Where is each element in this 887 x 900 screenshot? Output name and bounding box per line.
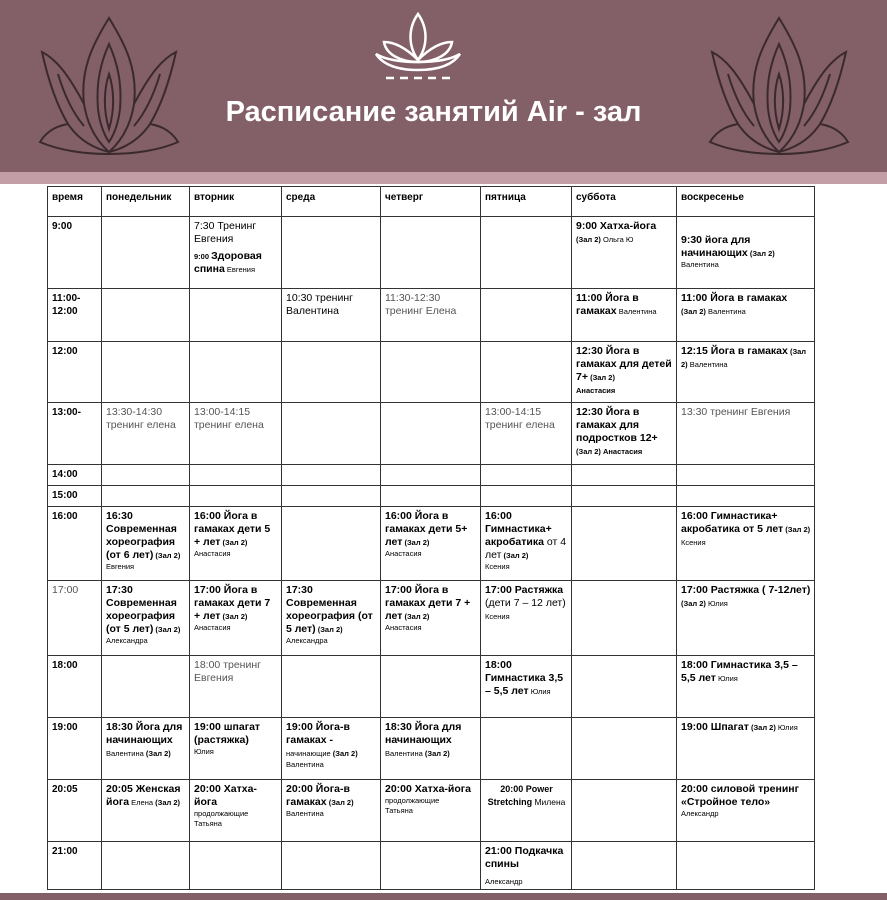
lotus-ornament-icon bbox=[708, 14, 850, 162]
class-entry: 18:00 тренинг Евгения bbox=[194, 659, 261, 684]
schedule-cell bbox=[572, 581, 677, 656]
schedule-cell bbox=[381, 217, 481, 289]
schedule-cell bbox=[102, 342, 190, 403]
table-row bbox=[48, 289, 815, 342]
schedule-cell bbox=[282, 342, 381, 403]
schedule-cell: 17:00 Йога в гамаках дети 7 + лет (Зал 2) Анастасия bbox=[190, 581, 282, 656]
time-cell: 9:00 bbox=[48, 217, 102, 289]
class-entry: 11:00 Йога в гамаках bbox=[681, 292, 788, 304]
schedule-cell: 18:00 Гимнастика 3,5 – 5,5 лет Юлия bbox=[481, 656, 572, 718]
class-entry: 16:00 Гимнастика+ акробатика от 5 лет bbox=[681, 510, 784, 535]
schedule-cell: 17:00 Йога в гамаках дети 7 + лет (Зал 2) Анастасия bbox=[381, 581, 481, 656]
schedule-cell: 20:00 Хатха-йога продолжающие Татьяна bbox=[381, 780, 481, 842]
schedule-cell bbox=[282, 507, 381, 581]
schedule-cell: 12:30 Йога в гамаках для детей 7+ (Зал 2) Анастасия bbox=[572, 342, 677, 403]
table-row bbox=[48, 780, 815, 842]
schedule-cell: 9:00 Хатха-йога (Зал 2) Ольга Ю bbox=[572, 217, 677, 289]
column-header: четверг bbox=[381, 187, 481, 217]
schedule-cell bbox=[572, 718, 677, 780]
column-header: воскресенье bbox=[677, 187, 815, 217]
class-entry: 12:30 Йога в гамаках для подростков 12+ bbox=[576, 406, 658, 444]
table-row bbox=[48, 403, 815, 465]
class-entry: 19:00 Йога-в гамаках - bbox=[286, 721, 350, 746]
class-entry: 17:30 Современная хореография bbox=[286, 584, 357, 622]
schedule-cell: 18:30 Йога для начинающих Валентина (Зал 2) bbox=[102, 718, 190, 780]
time-cell: 18:00 bbox=[48, 656, 102, 718]
small-lotus-icon bbox=[372, 10, 464, 84]
schedule-cell bbox=[282, 656, 381, 718]
class-entry: 7:30 Тренинг Евгения bbox=[194, 220, 257, 245]
schedule-cell bbox=[381, 342, 481, 403]
schedule-cell bbox=[572, 780, 677, 842]
class-entry: 20:00 Хатха-йога bbox=[194, 783, 257, 808]
class-entry: 17:00 Йога в гамаках дети 7 + лет bbox=[194, 584, 271, 622]
table-row bbox=[48, 465, 815, 486]
schedule-cell bbox=[381, 403, 481, 465]
schedule-cell: 21:00 Подкачка спины Александр bbox=[481, 842, 572, 890]
schedule-cell: 9:30 йога для начинающих (Зал 2) Валентина bbox=[677, 217, 815, 289]
class-entry: 16:00 Йога в гамаках дети 5+ лет bbox=[385, 510, 468, 548]
time-cell: 13:00- bbox=[48, 403, 102, 465]
time-cell: 20:05 bbox=[48, 780, 102, 842]
schedule-cell bbox=[282, 217, 381, 289]
time-cell: 14:00 bbox=[48, 465, 102, 486]
class-entry: 20:00 Power Stretching bbox=[487, 784, 553, 807]
class-entry: 10:30 тренинг Валентина bbox=[286, 292, 353, 317]
class-entry: 13:30-14:30 тренинг елена bbox=[106, 406, 176, 431]
schedule-cell: 7:30 Тренинг Евгения 9:00 Здоровая спина Евгения bbox=[190, 217, 282, 289]
schedule-cell: 18:30 Йога для начинающих Валентина (Зал 2) bbox=[381, 718, 481, 780]
schedule-cell bbox=[102, 403, 190, 465]
schedule-cell: 17:30 Современная хореография (от 5 лет) (Зал 2) Александра bbox=[282, 581, 381, 656]
table-row bbox=[48, 718, 815, 780]
schedule-cell bbox=[572, 507, 677, 581]
schedule-cell bbox=[381, 289, 481, 342]
schedule-cell: 16:00 Йога в гамаках дети 5+ лет (Зал 2) Анастасия bbox=[381, 507, 481, 581]
schedule-cell bbox=[677, 403, 815, 465]
time-cell: 12:00 bbox=[48, 342, 102, 403]
class-entry: 11:30-12:30 тренинг Елена bbox=[385, 292, 457, 317]
time-cell: 16:00 bbox=[48, 507, 102, 581]
class-entry: 12:15 Йога в гамаках bbox=[681, 345, 788, 357]
class-entry: 17:30 Современная хореография bbox=[106, 584, 177, 622]
class-entry: 20:05 Женская йога bbox=[106, 783, 181, 808]
class-entry: 17:00 Растяжка ( 7-12лет) bbox=[681, 584, 811, 596]
column-header: пятница bbox=[481, 187, 572, 217]
class-entry: 13:00-14:15 тренинг елена bbox=[485, 406, 555, 431]
schedule-cell: 16:00 Гимнастика+ акробатика от 4 лет (Зал 2) Ксения bbox=[481, 507, 572, 581]
time-cell: 17:00 bbox=[48, 581, 102, 656]
schedule-cell: 16:00 Гимнастика+ акробатика от 5 лет (Зал 2) Ксения bbox=[677, 507, 815, 581]
schedule-cell bbox=[190, 656, 282, 718]
schedule-cell: 19:00 Йога-в гамаках - начинающие (Зал 2) Валентина bbox=[282, 718, 381, 780]
column-header: суббота bbox=[572, 187, 677, 217]
class-entry: 20:00 Йога-в гамаках bbox=[286, 783, 350, 808]
schedule-cell: 12:15 Йога в гамаках (Зал 2) Валентина bbox=[677, 342, 815, 403]
schedule-cell bbox=[190, 289, 282, 342]
column-header: время bbox=[48, 187, 102, 217]
table-row bbox=[48, 486, 815, 507]
column-header: вторник bbox=[190, 187, 282, 217]
schedule-cell bbox=[102, 289, 190, 342]
class-entry: 17:00 Растяжка bbox=[485, 584, 564, 596]
table-row bbox=[48, 842, 815, 890]
class-entry: 18:30 Йога для начинающих bbox=[106, 721, 183, 746]
schedule-cell: 16:00 Йога в гамаках дети 5 + лет (Зал 2) Анастасия bbox=[190, 507, 282, 581]
schedule-cell: 11:00 Йога в гамаках Валентина bbox=[572, 289, 677, 342]
schedule-cell bbox=[481, 217, 572, 289]
schedule-cell bbox=[102, 217, 190, 289]
class-entry: 16:00 Йога в гамаках дети 5 + лет bbox=[194, 510, 271, 548]
class-entry: 19:00 шпагат bbox=[194, 721, 261, 733]
schedule-cell bbox=[481, 342, 572, 403]
class-entry: 9:00 Хатха-йога bbox=[576, 220, 657, 232]
schedule-cell: 20:05 Женская йога Елена (Зал 2) bbox=[102, 780, 190, 842]
class-entry: 16:30 Современная хореография (от 6 лет) bbox=[106, 510, 177, 561]
schedule-cell: 19:00 Шпагат (Зал 2) Юлия bbox=[677, 718, 815, 780]
schedule-cell: 18:00 Гимнастика 3,5 – 5,5 лет Юлия bbox=[677, 656, 815, 718]
class-entry: 18:30 Йога для начинающих bbox=[385, 721, 462, 746]
schedule-cell: 12:30 Йога в гамаках для подростков 12+ (Зал 2) Анастасия bbox=[572, 403, 677, 465]
page-title: Расписание занятий Air - зал bbox=[225, 96, 642, 128]
class-entry: 20:00 силовой тренинг «Стройное тело» bbox=[681, 783, 800, 808]
schedule-cell bbox=[190, 342, 282, 403]
time-cell: 11:00-12:00 bbox=[48, 289, 102, 342]
schedule-cell: 20:00 Йога-в гамаках (Зал 2) Валентина bbox=[282, 780, 381, 842]
column-header: среда bbox=[282, 187, 381, 217]
column-header: понедельник bbox=[102, 187, 190, 217]
class-entry: 19:00 Шпагат bbox=[681, 721, 749, 733]
header-stripe bbox=[0, 172, 887, 184]
class-entry: 13:30 тренинг Евгения bbox=[681, 406, 791, 418]
table-row bbox=[48, 507, 815, 581]
schedule-cell bbox=[572, 656, 677, 718]
time-cell: 21:00 bbox=[48, 842, 102, 890]
class-entry: 20:00 Хатха-йога bbox=[385, 783, 472, 795]
table-row bbox=[48, 217, 815, 289]
class-entry: 18:00 Гимнастика 3,5 – 5,5 лет bbox=[681, 659, 798, 684]
schedule-cell: 20:00 Хатха-йога продолжающие Татьяна bbox=[190, 780, 282, 842]
schedule-cell bbox=[282, 289, 381, 342]
schedule-cell: 16:30 Современная хореография (от 6 лет) (Зал 2) Евгения bbox=[102, 507, 190, 581]
class-entry: 18:00 Гимнастика 3,5 – 5,5 лет bbox=[485, 659, 564, 697]
table-header-row bbox=[48, 187, 815, 217]
schedule-cell bbox=[481, 403, 572, 465]
schedule-cell: 19:00 шпагат (растяжка) Юлия bbox=[190, 718, 282, 780]
time-cell: 19:00 bbox=[48, 718, 102, 780]
footer-bar bbox=[0, 893, 887, 900]
class-entry: 13:00-14:15 тренинг елена bbox=[194, 406, 264, 431]
schedule-cell bbox=[481, 718, 572, 780]
time-cell: 15:00 bbox=[48, 486, 102, 507]
schedule-cell bbox=[102, 656, 190, 718]
class-entry: 17:00 Йога в гамаках дети 7 + лет bbox=[385, 584, 471, 622]
lotus-ornament-icon bbox=[38, 14, 180, 162]
schedule-cell bbox=[381, 656, 481, 718]
table-row bbox=[48, 342, 815, 403]
schedule-cell: 11:00 Йога в гамаках (Зал 2) Валентина bbox=[677, 289, 815, 342]
table-row bbox=[48, 656, 815, 718]
schedule-cell: 17:30 Современная хореография (от 5 лет) (Зал 2) Александра bbox=[102, 581, 190, 656]
schedule-cell bbox=[190, 403, 282, 465]
schedule-cell bbox=[481, 289, 572, 342]
class-entry: 21:00 Подкачка спины bbox=[485, 845, 564, 870]
schedule-cell: 20:00 силовой тренинг «Стройное тело» Александр bbox=[677, 780, 815, 842]
schedule-cell: 17:00 Растяжка (дети 7 – 12 лет) Ксения bbox=[481, 581, 572, 656]
class-entry: 12:30 Йога в гамаках для детей 7+ bbox=[576, 345, 672, 383]
class-entry: 9:30 йога для начинающих bbox=[681, 234, 751, 259]
class-entry: 11:00 Йога в гамаках bbox=[576, 292, 639, 317]
schedule-cell bbox=[282, 403, 381, 465]
table-row bbox=[48, 581, 815, 656]
schedule-table bbox=[47, 186, 815, 890]
class-entry: 16:00 Гимнастика+ акробатика bbox=[485, 510, 552, 548]
schedule-cell: 20:00 Power Stretching Милена bbox=[481, 780, 572, 842]
schedule-cell: 17:00 Растяжка ( 7-12лет) (Зал 2) Юлия bbox=[677, 581, 815, 656]
